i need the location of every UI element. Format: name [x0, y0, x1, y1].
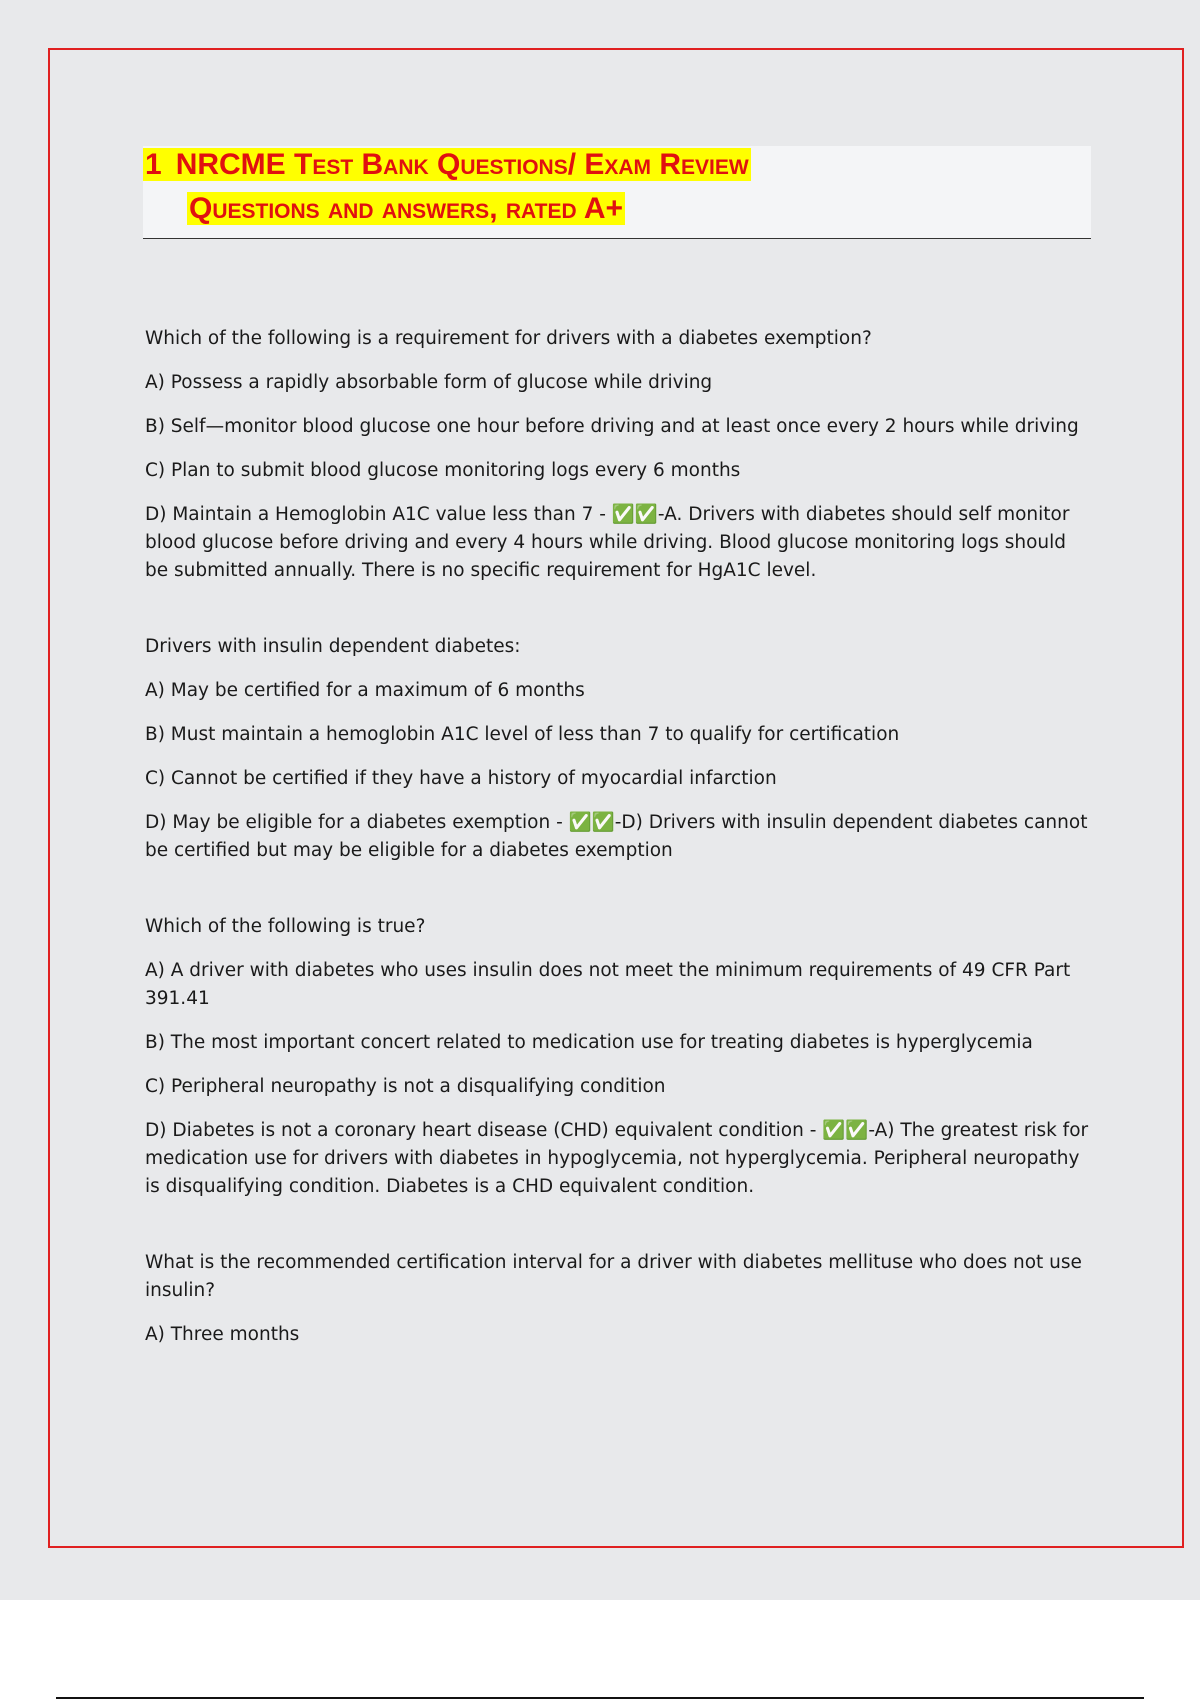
answer-option-text: D) Maintain a Hemoglobin A1C value less than 7 -	[145, 504, 612, 525]
answer-explanation: -A) The greatest risk for medication use for drivers with diabetes in hypoglycemia, not hyperglycemia. Peripheral neuropathy is disqualifying condition. Diabetes is a CHD equivalent condition.	[145, 1120, 1089, 1197]
document-content	[145, 325, 1090, 1397]
question-prompt: Drivers with insulin dependent diabetes:	[145, 636, 521, 657]
answer-option-text: D) May be eligible for a diabetes exemption -	[145, 812, 569, 833]
answer-option: B) Must maintain a hemoglobin A1C level of less than 7 to qualify for certification	[145, 724, 900, 745]
answer-option: A) A driver with diabetes who uses insulin does not meet the minimum requirements of 49 CFR Part 391.41	[145, 960, 1071, 1009]
title-line-2	[187, 190, 625, 228]
question-block	[145, 633, 1090, 865]
double-check-icon: ✅✅	[611, 504, 658, 525]
answer-option: B) Self—monitor blood glucose one hour before driving and at least once every 2 hours while driving	[145, 416, 1079, 437]
answer-option-with-explanation	[145, 501, 1090, 585]
question-block	[145, 913, 1090, 1201]
question-block	[145, 325, 1090, 585]
answer-option-with-explanation	[145, 1117, 1090, 1201]
double-check-icon: ✅✅	[822, 1120, 869, 1141]
answer-explanation: -A. Drivers with diabetes should self monitor blood glucose before driving and every 4 hours while driving. Blood glucose monitoring logs should be submitted annually. There is no specific requirement for HgA1C level.	[145, 504, 1070, 581]
answer-option: C) Cannot be certified if they have a history of myocardial infarction	[145, 768, 777, 789]
question-block	[145, 1249, 1090, 1349]
answer-option: A) May be certified for a maximum of 6 months	[145, 680, 585, 701]
title-line-1	[143, 146, 751, 184]
answer-option-with-explanation	[145, 809, 1090, 865]
title-highlight-1	[143, 148, 751, 181]
title-text-2: Questions and answers, rated A+	[189, 192, 624, 225]
answer-option: B) The most important concert related to medication use for treating diabetes is hyperglycemia	[145, 1032, 1033, 1053]
answer-option: C) Plan to submit blood glucose monitoring logs every 6 months	[145, 460, 741, 481]
question-prompt: Which of the following is a requirement for drivers with a diabetes exemption?	[145, 328, 872, 349]
answer-explanation: -D) Drivers with insulin dependent diabetes cannot be certified but may be eligible for a diabetes exemption	[145, 812, 1088, 861]
answer-option: A) Three months	[145, 1324, 300, 1345]
answer-option: A) Possess a rapidly absorbable form of glucose while driving	[145, 372, 713, 393]
double-check-icon: ✅✅	[568, 812, 615, 833]
title-block	[143, 146, 1091, 239]
title-text-1: NRCME Test Bank Questions/ Exam Review	[175, 148, 749, 181]
title-number: 1	[145, 148, 162, 181]
answer-option-text: D) Diabetes is not a coronary heart disease (CHD) equivalent condition -	[145, 1120, 823, 1141]
question-prompt: What is the recommended certification interval for a driver with diabetes mellituse who does not use insulin?	[145, 1252, 1082, 1301]
page-divider	[56, 1697, 1144, 1699]
question-prompt: Which of the following is true?	[145, 916, 426, 937]
answer-option: C) Peripheral neuropathy is not a disqualifying condition	[145, 1076, 666, 1097]
